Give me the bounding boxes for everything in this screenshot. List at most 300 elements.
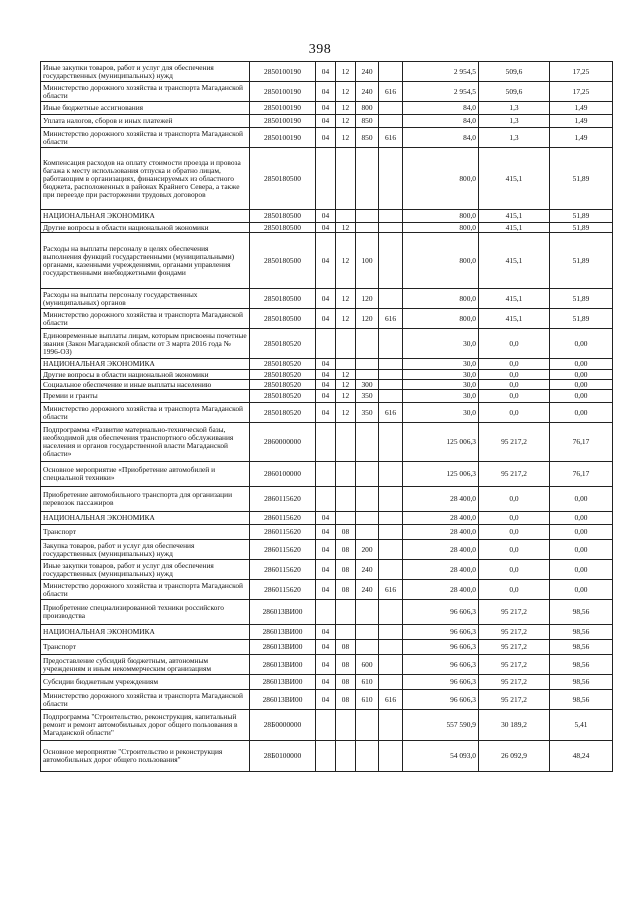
cell-v2: 95 217,2 — [479, 600, 550, 625]
cell-s2 — [336, 741, 356, 772]
cell-name: НАЦИОНАЛЬНАЯ ЭКОНОМИКА — [41, 359, 250, 370]
cell-s2: 12 — [336, 82, 356, 102]
cell-s1: 04 — [316, 675, 336, 690]
cell-s4 — [379, 62, 403, 82]
cell-v2: 95 217,2 — [479, 462, 550, 487]
table-row — [41, 560, 613, 580]
table-row — [41, 233, 613, 289]
cell-s1 — [316, 600, 336, 625]
cell-code: 2860100000 — [250, 462, 316, 487]
cell-name: Подпрограмма "Строительство, реконструкция, капитальный ремонт и ремонт автомобильных дорог общего пользования в Магаданской области" — [41, 710, 250, 741]
cell-v2: 26 092,9 — [479, 741, 550, 772]
cell-s3 — [356, 741, 379, 772]
cell-name: НАЦИОНАЛЬНАЯ ЭКОНОМИКА — [41, 512, 250, 525]
cell-code: 2850180500 — [250, 223, 316, 233]
cell-s1: 04 — [316, 512, 336, 525]
table-row — [41, 525, 613, 540]
cell-v2: 0,0 — [479, 580, 550, 600]
cell-s4 — [379, 560, 403, 580]
cell-s4 — [379, 487, 403, 512]
cell-v2: 415,1 — [479, 289, 550, 309]
cell-v2: 0,0 — [479, 370, 550, 380]
cell-s2 — [336, 329, 356, 359]
cell-v1: 28 400,0 — [403, 540, 479, 560]
cell-name: Иные закупки товаров, работ и услуг для обеспечения государственных (муниципальных) нужд — [41, 560, 250, 580]
cell-name: Уплата налогов, сборов и иных платежей — [41, 115, 250, 128]
cell-code: 2850180500 — [250, 148, 316, 210]
cell-v2: 415,1 — [479, 223, 550, 233]
cell-v2: 0,0 — [479, 329, 550, 359]
cell-code: 2850100190 — [250, 82, 316, 102]
cell-v1: 96 606,3 — [403, 675, 479, 690]
cell-code: 2850180520 — [250, 390, 316, 403]
cell-s1: 04 — [316, 370, 336, 380]
cell-v3: 51,89 — [550, 148, 613, 210]
cell-s3 — [356, 487, 379, 512]
cell-v1: 30,0 — [403, 370, 479, 380]
cell-s2 — [336, 710, 356, 741]
cell-v2: 95 217,2 — [479, 690, 550, 710]
cell-v2: 0,0 — [479, 380, 550, 390]
cell-v2: 95 217,2 — [479, 423, 550, 462]
cell-s3 — [356, 359, 379, 370]
cell-code: 2850180520 — [250, 329, 316, 359]
table-row — [41, 359, 613, 370]
cell-s4 — [379, 655, 403, 675]
cell-v3: 1,49 — [550, 102, 613, 115]
cell-s3 — [356, 148, 379, 210]
cell-v3: 48,24 — [550, 741, 613, 772]
cell-name: Закупка товаров, работ и услуг для обеспечения государственных (муниципальных) нужд — [41, 540, 250, 560]
cell-s1: 04 — [316, 525, 336, 540]
cell-code: 286013ВИ00 — [250, 655, 316, 675]
cell-v3: 0,00 — [550, 540, 613, 560]
cell-v3: 51,89 — [550, 309, 613, 329]
cell-code: 2860115620 — [250, 525, 316, 540]
cell-code: 2850180520 — [250, 370, 316, 380]
cell-s2: 12 — [336, 128, 356, 148]
cell-s3 — [356, 329, 379, 359]
cell-s1: 04 — [316, 580, 336, 600]
cell-v2: 0,0 — [479, 512, 550, 525]
cell-name: Министерство дорожного хозяйства и транспорта Магаданской области — [41, 309, 250, 329]
cell-s3: 350 — [356, 403, 379, 423]
cell-v2: 0,0 — [479, 560, 550, 580]
cell-s4 — [379, 115, 403, 128]
cell-s1: 04 — [316, 62, 336, 82]
cell-v1: 800,0 — [403, 289, 479, 309]
cell-code: 2850180500 — [250, 210, 316, 223]
cell-s4 — [379, 710, 403, 741]
cell-v3: 0,00 — [550, 487, 613, 512]
cell-v1: 800,0 — [403, 148, 479, 210]
cell-name: Министерство дорожного хозяйства и транспорта Магаданской области — [41, 580, 250, 600]
cell-name: Основное мероприятие «Приобретение автомобилей и специальной техники» — [41, 462, 250, 487]
cell-s4 — [379, 625, 403, 640]
cell-v3: 76,17 — [550, 462, 613, 487]
cell-v1: 557 590,9 — [403, 710, 479, 741]
cell-code: 2860115620 — [250, 580, 316, 600]
cell-s3: 200 — [356, 540, 379, 560]
cell-s2: 08 — [336, 560, 356, 580]
cell-v3: 98,56 — [550, 690, 613, 710]
cell-name: Компенсация расходов на оплату стоимости проезда и провоза багажа к месту использования отпуска и обратно лицам, работающим в организациях, финансируемых из областного бюджета, расположенных в районах Крайнего Севера, а также при переезде при расторжении трудовых договоров — [41, 148, 250, 210]
cell-s2: 08 — [336, 640, 356, 655]
cell-s3 — [356, 370, 379, 380]
cell-v2: 95 217,2 — [479, 675, 550, 690]
cell-s3: 850 — [356, 115, 379, 128]
cell-s2: 12 — [336, 223, 356, 233]
table-row — [41, 690, 613, 710]
cell-s2 — [336, 625, 356, 640]
cell-s1 — [316, 462, 336, 487]
table-row — [41, 710, 613, 741]
cell-v2: 0,0 — [479, 390, 550, 403]
cell-s3: 610 — [356, 675, 379, 690]
page-number: 398 — [308, 42, 332, 57]
cell-s4: 616 — [379, 690, 403, 710]
cell-code: 2850100190 — [250, 102, 316, 115]
cell-s1 — [316, 423, 336, 462]
cell-s2: 08 — [336, 675, 356, 690]
cell-name: Другие вопросы в области национальной экономики — [41, 370, 250, 380]
cell-s4: 616 — [379, 403, 403, 423]
cell-name: Приобретение специализированной техники российского производства — [41, 600, 250, 625]
cell-s2: 12 — [336, 403, 356, 423]
cell-code: 2850100190 — [250, 128, 316, 148]
table-row — [41, 210, 613, 223]
cell-s2 — [336, 462, 356, 487]
cell-code: 2850180500 — [250, 289, 316, 309]
cell-s4 — [379, 462, 403, 487]
cell-s3: 240 — [356, 560, 379, 580]
cell-v1: 30,0 — [403, 329, 479, 359]
cell-v3: 98,56 — [550, 625, 613, 640]
cell-v3: 1,49 — [550, 115, 613, 128]
cell-s2 — [336, 423, 356, 462]
cell-s1: 04 — [316, 359, 336, 370]
cell-s4 — [379, 512, 403, 525]
cell-name: Иные закупки товаров, работ и услуг для обеспечения государственных (муниципальных) нужд — [41, 62, 250, 82]
cell-name: Подпрограмма «Развитие материально-технической базы, необходимой для обеспечения транспортного обслуживания населения и органов государственной власти Магаданской области» — [41, 423, 250, 462]
cell-v1: 800,0 — [403, 210, 479, 223]
cell-s2: 12 — [336, 289, 356, 309]
table-row — [41, 512, 613, 525]
cell-s1 — [316, 741, 336, 772]
cell-s4 — [379, 223, 403, 233]
cell-name: Другие вопросы в области национальной экономики — [41, 223, 250, 233]
cell-v2: 0,0 — [479, 487, 550, 512]
cell-s3: 240 — [356, 82, 379, 102]
cell-v3: 0,00 — [550, 403, 613, 423]
cell-s3 — [356, 423, 379, 462]
cell-s1: 04 — [316, 223, 336, 233]
cell-code: 2850180500 — [250, 233, 316, 289]
cell-v1: 28 400,0 — [403, 487, 479, 512]
cell-code: 286013ВИ00 — [250, 600, 316, 625]
cell-v3: 51,89 — [550, 289, 613, 309]
budget-table — [40, 61, 613, 772]
cell-s4 — [379, 380, 403, 390]
cell-name: Министерство дорожного хозяйства и транспорта Магаданской области — [41, 128, 250, 148]
cell-s4 — [379, 741, 403, 772]
cell-name: Министерство дорожного хозяйства и транспорта Магаданской области — [41, 82, 250, 102]
cell-v3: 76,17 — [550, 423, 613, 462]
cell-s1: 04 — [316, 289, 336, 309]
cell-name: Субсидии бюджетным учреждениям — [41, 675, 250, 690]
cell-code: 286013ВИ00 — [250, 675, 316, 690]
table-row — [41, 403, 613, 423]
cell-s2: 12 — [336, 380, 356, 390]
cell-s3: 120 — [356, 309, 379, 329]
cell-v3: 98,56 — [550, 655, 613, 675]
cell-name: Единовременные выплаты лицам, которым присвоены почетные звания (Закон Магаданской области от 3 марта 2016 года № 1996-ОЗ) — [41, 329, 250, 359]
cell-s1: 04 — [316, 128, 336, 148]
cell-s3: 850 — [356, 128, 379, 148]
cell-v1: 125 006,3 — [403, 462, 479, 487]
cell-name: Основное мероприятие "Строительство и реконструкция автомобильных дорог общего пользования" — [41, 741, 250, 772]
cell-s3: 800 — [356, 102, 379, 115]
cell-s2 — [336, 359, 356, 370]
cell-code: 2850180520 — [250, 359, 316, 370]
cell-v1: 800,0 — [403, 309, 479, 329]
cell-s2: 08 — [336, 525, 356, 540]
cell-s3: 610 — [356, 690, 379, 710]
cell-v1: 54 093,0 — [403, 741, 479, 772]
table-row — [41, 329, 613, 359]
cell-s2: 08 — [336, 580, 356, 600]
cell-code: 2860115620 — [250, 540, 316, 560]
cell-v3: 1,49 — [550, 128, 613, 148]
cell-s1: 04 — [316, 115, 336, 128]
cell-v2: 0,0 — [479, 540, 550, 560]
cell-v2: 0,0 — [479, 359, 550, 370]
cell-v2: 95 217,2 — [479, 625, 550, 640]
table-row — [41, 128, 613, 148]
cell-v3: 0,00 — [550, 380, 613, 390]
cell-s1: 04 — [316, 540, 336, 560]
cell-s2: 12 — [336, 115, 356, 128]
cell-v3: 0,00 — [550, 370, 613, 380]
cell-s2: 12 — [336, 102, 356, 115]
cell-s2: 12 — [336, 390, 356, 403]
cell-v1: 84,0 — [403, 102, 479, 115]
cell-code: 2850180520 — [250, 380, 316, 390]
cell-s1: 04 — [316, 309, 336, 329]
cell-v1: 96 606,3 — [403, 640, 479, 655]
cell-s1: 04 — [316, 390, 336, 403]
cell-v2: 0,0 — [479, 525, 550, 540]
cell-v2: 509,6 — [479, 82, 550, 102]
cell-name: Транспорт — [41, 525, 250, 540]
cell-s2 — [336, 512, 356, 525]
cell-v3: 51,89 — [550, 223, 613, 233]
cell-s3 — [356, 600, 379, 625]
cell-code: 286013ВИ00 — [250, 625, 316, 640]
cell-v3: 0,00 — [550, 580, 613, 600]
cell-v2: 95 217,2 — [479, 640, 550, 655]
table-row — [41, 102, 613, 115]
cell-s3: 240 — [356, 62, 379, 82]
cell-code: 2850100190 — [250, 115, 316, 128]
cell-code: 286013ВИ00 — [250, 690, 316, 710]
table-row — [41, 487, 613, 512]
table-row — [41, 62, 613, 82]
cell-s2: 12 — [336, 233, 356, 289]
cell-name: НАЦИОНАЛЬНАЯ ЭКОНОМИКА — [41, 210, 250, 223]
cell-v3: 0,00 — [550, 359, 613, 370]
cell-s1: 04 — [316, 625, 336, 640]
cell-s2: 08 — [336, 690, 356, 710]
cell-name: Министерство дорожного хозяйства и транспорта Магаданской области — [41, 690, 250, 710]
cell-code: 2850180500 — [250, 309, 316, 329]
cell-v1: 28 400,0 — [403, 512, 479, 525]
table-row — [41, 580, 613, 600]
table-row — [41, 462, 613, 487]
cell-s4 — [379, 600, 403, 625]
cell-s1 — [316, 487, 336, 512]
cell-v2: 1,3 — [479, 115, 550, 128]
cell-v3: 98,56 — [550, 675, 613, 690]
cell-name: Приобретение автомобильного транспорта для организации перевозок пассажиров — [41, 487, 250, 512]
cell-s2: 12 — [336, 62, 356, 82]
table-row — [41, 309, 613, 329]
cell-code: 2860000000 — [250, 423, 316, 462]
cell-s1 — [316, 710, 336, 741]
cell-s4 — [379, 329, 403, 359]
cell-s3: 120 — [356, 289, 379, 309]
cell-s4 — [379, 148, 403, 210]
table-row — [41, 600, 613, 625]
cell-s3 — [356, 223, 379, 233]
cell-s1: 04 — [316, 380, 336, 390]
cell-name: Транспорт — [41, 640, 250, 655]
cell-name: Предоставление субсидий бюджетным, автономным учреждениям и иным некоммерческим организациям — [41, 655, 250, 675]
table-row — [41, 148, 613, 210]
cell-v3: 0,00 — [550, 525, 613, 540]
cell-s4: 616 — [379, 580, 403, 600]
cell-v2: 1,3 — [479, 128, 550, 148]
table-row — [41, 289, 613, 309]
cell-name: Расходы на выплаты персоналу государственных (муниципальных) органов — [41, 289, 250, 309]
cell-s1: 04 — [316, 403, 336, 423]
cell-v3: 0,00 — [550, 329, 613, 359]
cell-s1: 04 — [316, 233, 336, 289]
cell-v1: 30,0 — [403, 403, 479, 423]
cell-v1: 30,0 — [403, 380, 479, 390]
cell-s4 — [379, 210, 403, 223]
cell-v3: 0,00 — [550, 560, 613, 580]
cell-v3: 98,56 — [550, 600, 613, 625]
cell-v3: 0,00 — [550, 390, 613, 403]
cell-s2 — [336, 600, 356, 625]
cell-name: НАЦИОНАЛЬНАЯ ЭКОНОМИКА — [41, 625, 250, 640]
cell-name: Социальное обеспечение и иные выплаты населению — [41, 380, 250, 390]
cell-s1: 04 — [316, 560, 336, 580]
cell-v2: 415,1 — [479, 210, 550, 223]
cell-s1: 04 — [316, 690, 336, 710]
table-row — [41, 115, 613, 128]
cell-s3: 100 — [356, 233, 379, 289]
cell-v1: 96 606,3 — [403, 600, 479, 625]
table-row — [41, 390, 613, 403]
cell-v1: 28 400,0 — [403, 560, 479, 580]
cell-v3: 98,56 — [550, 640, 613, 655]
table-row — [41, 370, 613, 380]
cell-v2: 0,0 — [479, 403, 550, 423]
cell-v1: 30,0 — [403, 359, 479, 370]
table-row — [41, 82, 613, 102]
cell-name: Расходы на выплаты персоналу в целях обеспечения выполнения функций государственными (муниципальными) органами, казенными учреждениями, органами управления государственными внебюджетными фондами — [41, 233, 250, 289]
table-row — [41, 640, 613, 655]
cell-v1: 800,0 — [403, 223, 479, 233]
table-row — [41, 675, 613, 690]
cell-name: Министерство дорожного хозяйства и транспорта Магаданской области — [41, 403, 250, 423]
cell-s3 — [356, 462, 379, 487]
table-row — [41, 540, 613, 560]
cell-s4 — [379, 525, 403, 540]
cell-code: 286013ВИ00 — [250, 640, 316, 655]
cell-v2: 415,1 — [479, 233, 550, 289]
table-row — [41, 380, 613, 390]
cell-s1: 04 — [316, 655, 336, 675]
table-row — [41, 423, 613, 462]
cell-s3 — [356, 512, 379, 525]
cell-s2 — [336, 148, 356, 210]
table-body — [41, 62, 613, 772]
cell-s4 — [379, 390, 403, 403]
cell-s2 — [336, 487, 356, 512]
cell-s4: 616 — [379, 128, 403, 148]
cell-v3: 17,25 — [550, 82, 613, 102]
cell-s4 — [379, 370, 403, 380]
cell-s4 — [379, 233, 403, 289]
cell-s3: 350 — [356, 390, 379, 403]
cell-v1: 28 400,0 — [403, 525, 479, 540]
cell-v2: 415,1 — [479, 309, 550, 329]
cell-v1: 96 606,3 — [403, 690, 479, 710]
cell-v1: 30,0 — [403, 390, 479, 403]
cell-v3: 0,00 — [550, 512, 613, 525]
cell-s3 — [356, 640, 379, 655]
cell-s2: 08 — [336, 540, 356, 560]
cell-s3 — [356, 525, 379, 540]
cell-s3: 240 — [356, 580, 379, 600]
cell-s4 — [379, 423, 403, 462]
cell-s2: 12 — [336, 370, 356, 380]
cell-v2: 95 217,2 — [479, 655, 550, 675]
cell-s3: 600 — [356, 655, 379, 675]
cell-code: 2860115620 — [250, 487, 316, 512]
cell-v1: 2 954,5 — [403, 82, 479, 102]
cell-s4: 616 — [379, 309, 403, 329]
table-row — [41, 655, 613, 675]
cell-s1 — [316, 329, 336, 359]
cell-code: 2850100190 — [250, 62, 316, 82]
cell-v2: 1,3 — [479, 102, 550, 115]
cell-v1: 125 006,3 — [403, 423, 479, 462]
cell-name: Премии и гранты — [41, 390, 250, 403]
cell-code: 28Б0100000 — [250, 741, 316, 772]
cell-s2: 12 — [336, 309, 356, 329]
cell-s4 — [379, 540, 403, 560]
cell-v1: 96 606,3 — [403, 655, 479, 675]
cell-v1: 84,0 — [403, 128, 479, 148]
cell-s4 — [379, 102, 403, 115]
cell-v2: 415,1 — [479, 148, 550, 210]
cell-s4 — [379, 359, 403, 370]
cell-s3 — [356, 710, 379, 741]
